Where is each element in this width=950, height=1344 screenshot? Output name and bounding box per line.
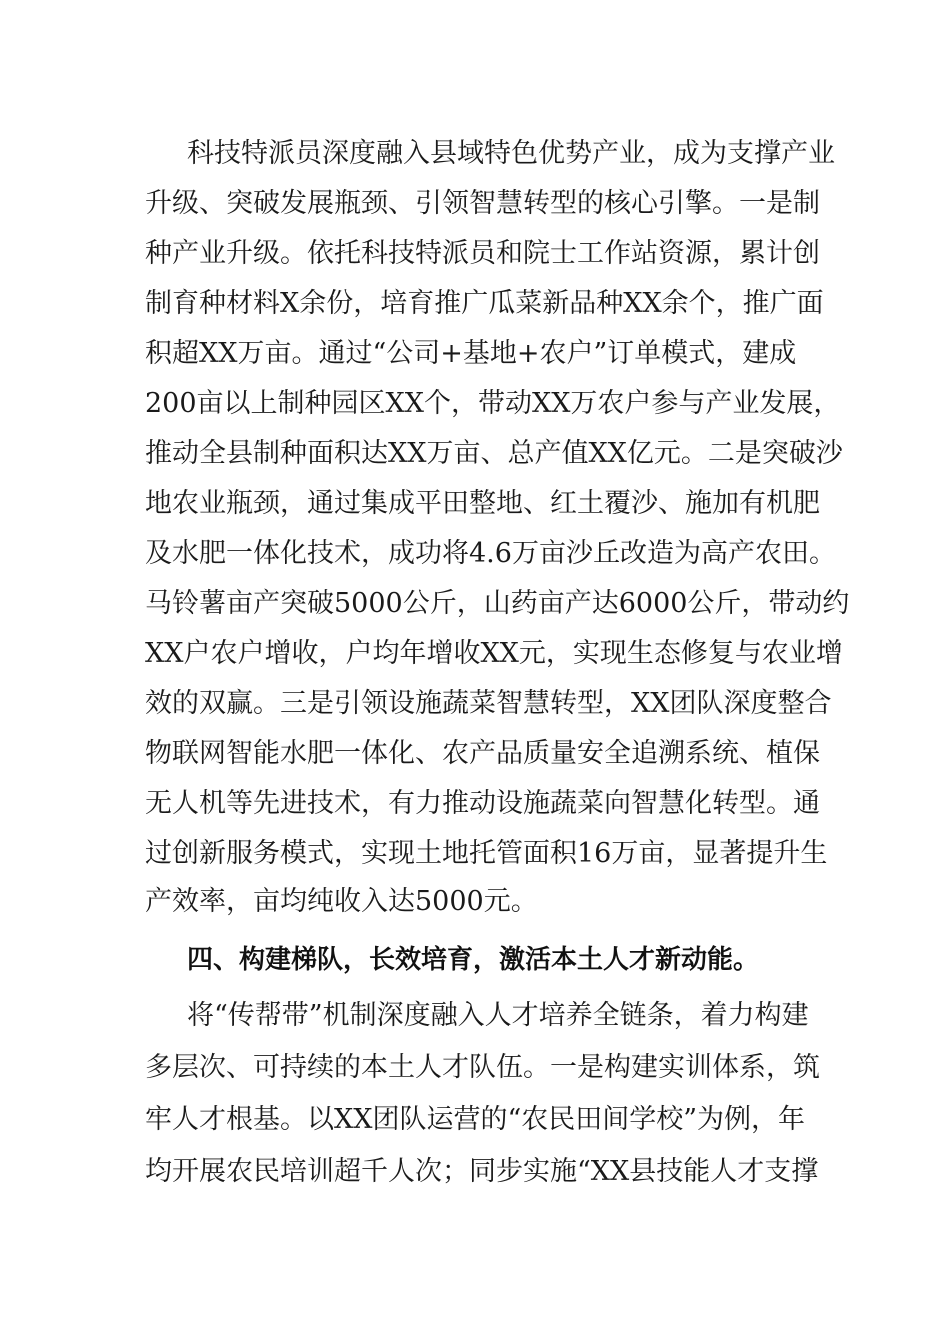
paragraph-1-line-11: XX户农户增收，户均年增收XX元，实现生态修复与农业增 (145, 638, 843, 669)
paragraph-2-line-3: 牢人才根基。以XX团队运营的“农民田间学校”为例，年 (145, 1104, 806, 1135)
paragraph-2-line-4: 均开展农民培训超千人次；同步实施“XX县技能人才支撑 (145, 1156, 819, 1187)
paragraph-1-line-12: 效的双赢。三是引领设施蔬菜智慧转型，XX团队深度整合 (145, 688, 832, 719)
paragraph-1-line-13: 物联网智能水肥一体化、农产品质量安全追溯系统、植保 (145, 738, 820, 769)
paragraph-1-line-14: 无人机等先进技术，有力推动设施蔬菜向智慧化转型。通 (145, 788, 820, 819)
paragraph-1-line-9: 及水肥一体化技术，成功将4.6万亩沙丘改造为高产农田。 (145, 538, 836, 569)
paragraph-2-line-2: 多层次、可持续的本土人才队伍。一是构建实训体系，筑 (145, 1052, 820, 1083)
paragraph-1-line-8: 地农业瓶颈，通过集成平田整地、红土覆沙、施加有机肥 (145, 488, 820, 519)
section-heading: 四、构建梯队，长效培育，激活本土人才新动能。 (187, 945, 760, 975)
paragraph-1-line-10: 马铃薯亩产突破5000公斤，山药亩产达6000公斤，带动约 (145, 588, 850, 619)
paragraph-1-line-16: 产效率，亩均纯收入达5000元。 (145, 886, 538, 917)
paragraph-2-line-1: 将“传帮带”机制深度融入人才培养全链条，着力构建 (187, 1000, 809, 1031)
paragraph-1-line-1: 科技特派员深度融入县域特色优势产业，成为支撑产业 (187, 138, 835, 169)
paragraph-1-line-15: 过创新服务模式，实现土地托管面积16万亩，显著提升生 (145, 838, 828, 869)
paragraph-1-line-7: 推动全县制种面积达XX万亩、总产值XX亿元。二是突破沙 (145, 438, 843, 469)
paragraph-1-line-4: 制育种材料X余份，培育推广瓜菜新品种XX余个，推广面 (145, 288, 824, 319)
paragraph-1-line-6: 200亩以上制种园区XX个，带动XX万农户参与产业发展， (145, 388, 841, 419)
paragraph-1-line-3: 种产业升级。依托科技特派员和院士工作站资源，累计创 (145, 238, 820, 269)
paragraph-1-line-2: 升级、突破发展瓶颈、引领智慧转型的核心引擎。一是制 (145, 188, 820, 219)
paragraph-1-line-5: 积超XX万亩。通过“公司+基地+农户”订单模式，建成 (145, 338, 797, 369)
